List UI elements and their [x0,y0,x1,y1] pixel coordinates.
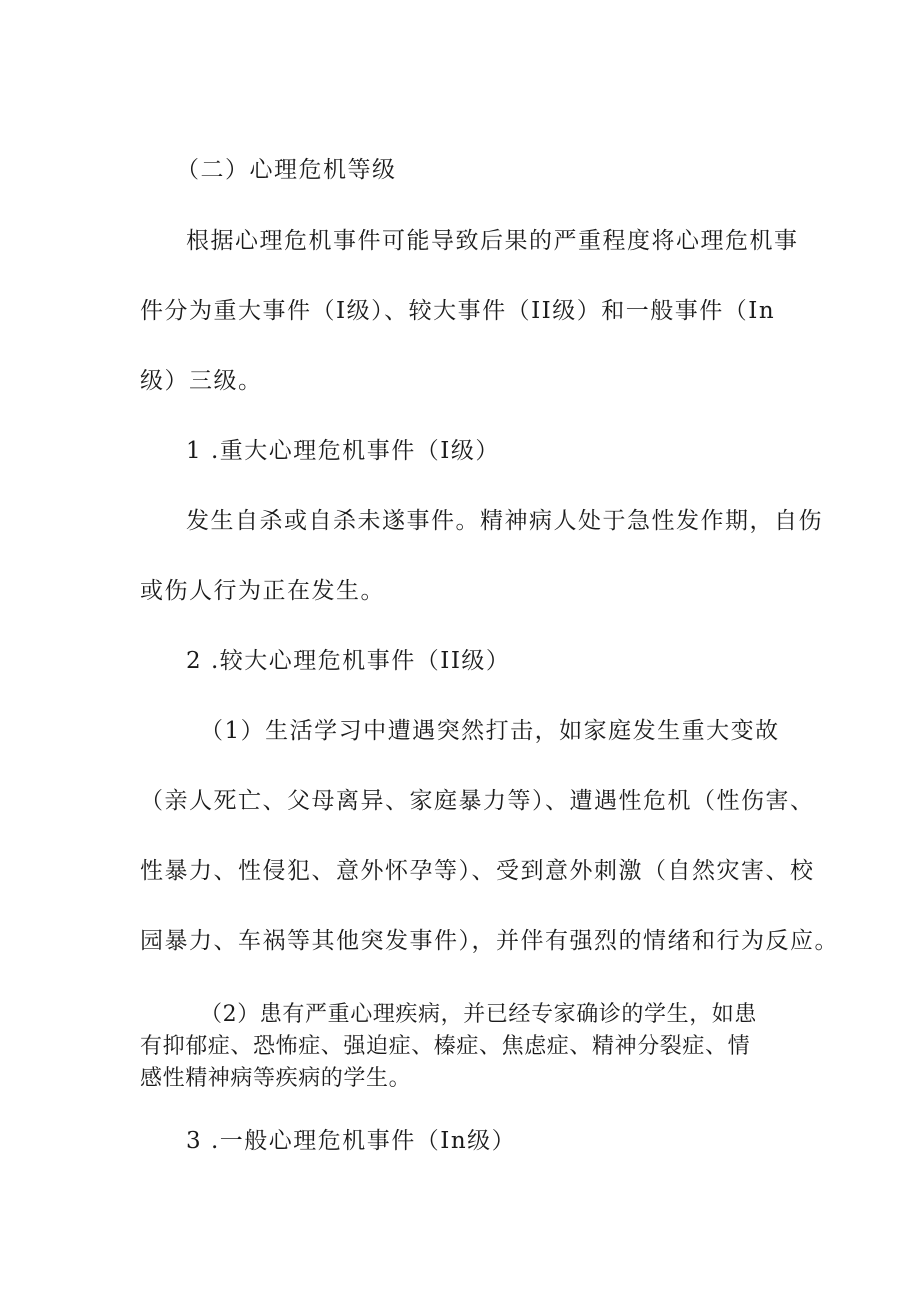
item1-line-1: 发生自杀或自杀未遂事件。精神病人处于急性发作期，自伤 [186,508,823,534]
item2-sub1-line-1: （1）生活学习中遭遇突然打击，如家庭发生重大变故 [200,718,780,744]
item1-line-2: 或伤人行为正在发生。 [140,578,385,604]
section-heading: （二）心理危机等级 [176,157,397,183]
intro-line-2: 件分为重大事件（I级）、较大事件（II级）和一般事件（In [140,298,776,324]
item2-sub2-line-1: （2）患有严重心理疾病，并已经专家确诊的学生，如患 [200,1002,757,1027]
item2-sub1-line-2: （亲人死亡、父母离异、家庭暴力等）、遭遇性危机（性伤害、 [140,788,815,814]
item2-sub1-line-4: 园暴力、车祸等其他突发事件），并伴有强烈的情绪和行为反应。 [140,928,839,954]
item2-sub2-line-2: 有抑郁症、恐怖症、强迫症、榛症、焦虑症、精神分裂症、情 [140,1034,751,1059]
intro-line-1: 根据心理危机事件可能导致后果的严重程度将心理危机事 [186,228,799,254]
item2-heading: 2 .较大心理危机事件（II级） [186,648,511,674]
item2-sub2-line-3: 感性精神病等疾病的学生。 [140,1066,412,1091]
item2-sub1-line-3: 性暴力、性侵犯、意外怀孕等）、受到意外刺激（自然灾害、校 [140,858,815,884]
intro-line-3: 级）三级。 [140,368,263,394]
item1-heading: 1 .重大心理危机事件（I级） [186,438,500,464]
item3-heading: 3 .一般心理危机事件（In级） [186,1128,517,1154]
